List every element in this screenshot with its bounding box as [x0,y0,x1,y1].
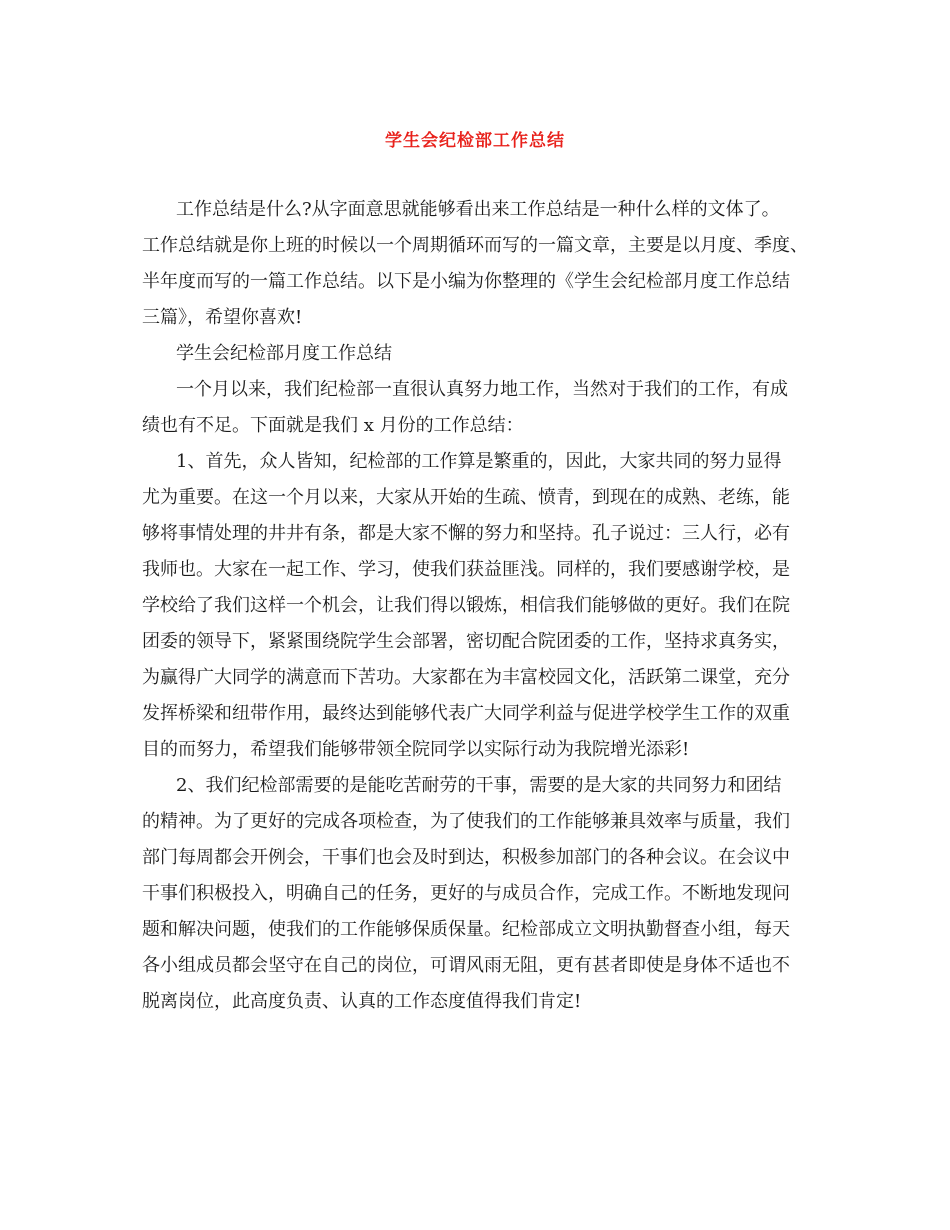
body-line: 1、首先，众人皆知，纪检部的工作算是繁重的，因此，大家共同的努力显得 [176,451,782,472]
document-title: 学生会纪检部工作总结 [385,131,565,151]
body-line: 团委的领导下，紧紧围绕院学生会部署，密切配合院团委的工作，坚持求真务实， [142,631,790,652]
body-line: 三篇》，希望你喜欢! [142,307,303,328]
body-line: 工作总结就是你上班的时候以一个周期循环而写的一篇文章，主要是以月度、季度、 [142,235,808,256]
body-line: 为赢得广大同学的满意而下苦功。大家都在为丰富校园文化，活跃第二课堂，充分 [142,667,790,688]
body-line: 的精神。为了更好的完成各项检查，为了使我们的工作能够兼具效率与质量，我们 [142,811,790,832]
section-heading: 学生会纪检部月度工作总结 [176,343,392,364]
body-line: 各小组成员都会坚守在自己的岗位，可谓风雨无阻，更有甚者即使是身体不适也不 [142,955,790,976]
body-line: 部门每周都会开例会，干事们也会及时到达，积极参加部门的各种会议。在会议中 [142,847,790,868]
body-line: 干事们积极投入，明确自己的任务，更好的与成员合作，完成工作。不断地发现问 [142,883,790,904]
body-line: 学校给了我们这样一个机会，让我们得以锻炼，相信我们能够做的更好。我们在院 [142,595,790,616]
body-line: 尤为重要。在这一个月以来，大家从开始的生疏、愤青，到现在的成熟、老练，能 [142,487,790,508]
body-line: 够将事情处理的井井有条，都是大家不懈的努力和坚持。孔子说过：三人行，必有 [142,523,790,544]
body-line: 脱离岗位，此高度负责、认真的工作态度值得我们肯定! [142,991,582,1012]
body-line: 2、我们纪检部需要的是能吃苦耐劳的干事，需要的是大家的共同努力和团结 [176,775,782,796]
body-line: 绩也有不足。下面就是我们 x 月份的工作总结： [142,415,524,436]
body-line: 一个月以来，我们纪检部一直很认真努力地工作，当然对于我们的工作，有成 [176,379,788,400]
body-line: 题和解决问题，使我们的工作能够保质保量。纪检部成立文明执勤督查小组，每天 [142,919,790,940]
body-line: 半年度而写的一篇工作总结。以下是小编为你整理的《学生会纪检部月度工作总结 [142,271,790,292]
body-line: 目的而努力，希望我们能够带领全院同学以实际行动为我院增光添彩! [142,739,690,760]
body-line: 我师也。大家在一起工作、学习，使我们获益匪浅。同样的，我们要感谢学校，是 [142,559,790,580]
body-line: 发挥桥梁和纽带作用，最终达到能够代表广大同学利益与促进学校学生工作的双重 [142,703,790,724]
body-line: 工作总结是什么?从字面意思就能够看出来工作总结是一种什么样的文体了。 [176,199,780,220]
